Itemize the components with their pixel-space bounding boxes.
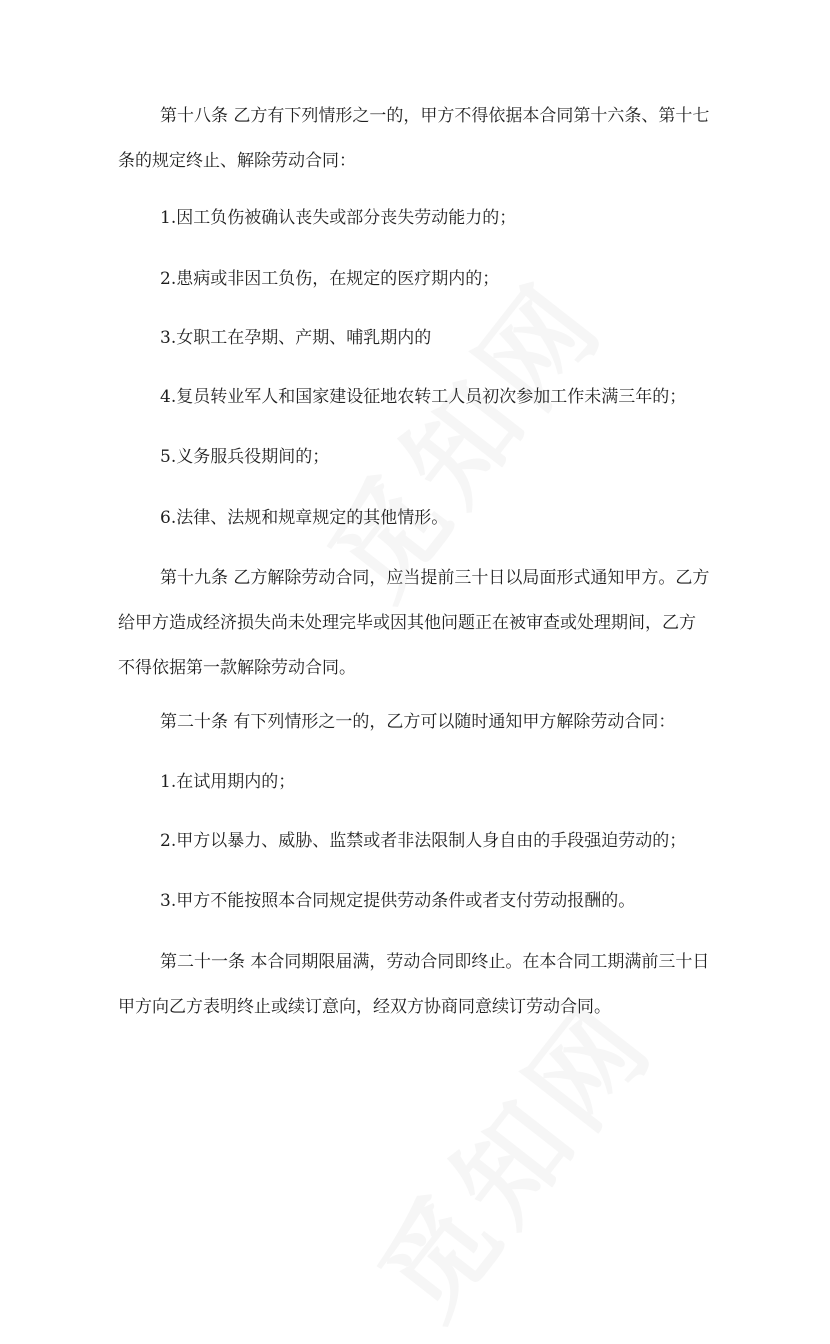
list-item bbox=[118, 819, 718, 864]
text-line: 第二十条 有下列情形之一的，乙方可以随时通知甲方解除劳动合同： bbox=[160, 712, 676, 732]
list-item bbox=[118, 760, 718, 805]
list-item bbox=[118, 496, 718, 541]
list-item bbox=[118, 316, 718, 361]
text-line: 条的规定终止、解除劳动合同： bbox=[118, 151, 356, 171]
list-item-text: 3.甲方不能按照本合同规定提供劳动条件或者支付劳动报酬的。 bbox=[160, 891, 636, 911]
list-item-text: 4.复员转业军人和国家建设征地农转工人员初次参加工作未满三年的； bbox=[160, 387, 687, 407]
list-item-text: 6.法律、法规和规章规定的其他情形。 bbox=[160, 508, 449, 528]
list-item-text: 2.患病或非因工负伤，在规定的医疗期内的； bbox=[160, 269, 500, 289]
list-item-text: 1.因工负伤被确认丧失或部分丧失劳动能力的； bbox=[160, 208, 517, 228]
article-21-paragraph bbox=[118, 940, 718, 1030]
list-item-text: 1.在试用期内的； bbox=[160, 772, 296, 792]
list-item-text: 5.义务服兵役期间的； bbox=[160, 447, 330, 467]
article-18-heading bbox=[118, 94, 718, 184]
article-19-paragraph bbox=[118, 556, 718, 691]
list-item bbox=[118, 879, 718, 924]
text-line: 甲方向乙方表明终止或续订意向，经双方协商同意续订劳动合同。 bbox=[118, 997, 611, 1017]
text-line: 第二十一条 本合同期限届满，劳动合同即终止。在本合同工期满前三十日 bbox=[160, 952, 710, 972]
text-line: 给甲方造成经济损失尚未处理完毕或因其他问题正在被审查或处理期间，乙方 bbox=[118, 613, 696, 633]
list-item-text: 2.甲方以暴力、威胁、监禁或者非法限制人身自由的手段强迫劳动的； bbox=[160, 831, 687, 851]
list-item bbox=[118, 375, 718, 420]
article-20-heading bbox=[118, 700, 718, 745]
text-line: 第十九条 乙方解除劳动合同，应当提前三十日以局面形式通知甲方。乙方 bbox=[160, 568, 710, 588]
list-item bbox=[118, 196, 718, 241]
list-item-text: 3.女职工在孕期、产期、哺乳期内的 bbox=[160, 328, 432, 348]
text-line: 不得依据第一款解除劳动合同。 bbox=[118, 658, 356, 678]
list-item bbox=[118, 435, 718, 480]
text-line: 第十八条 乙方有下列情形之一的，甲方不得依据本合同第十六条、第十七 bbox=[160, 106, 710, 126]
list-item bbox=[118, 257, 718, 302]
